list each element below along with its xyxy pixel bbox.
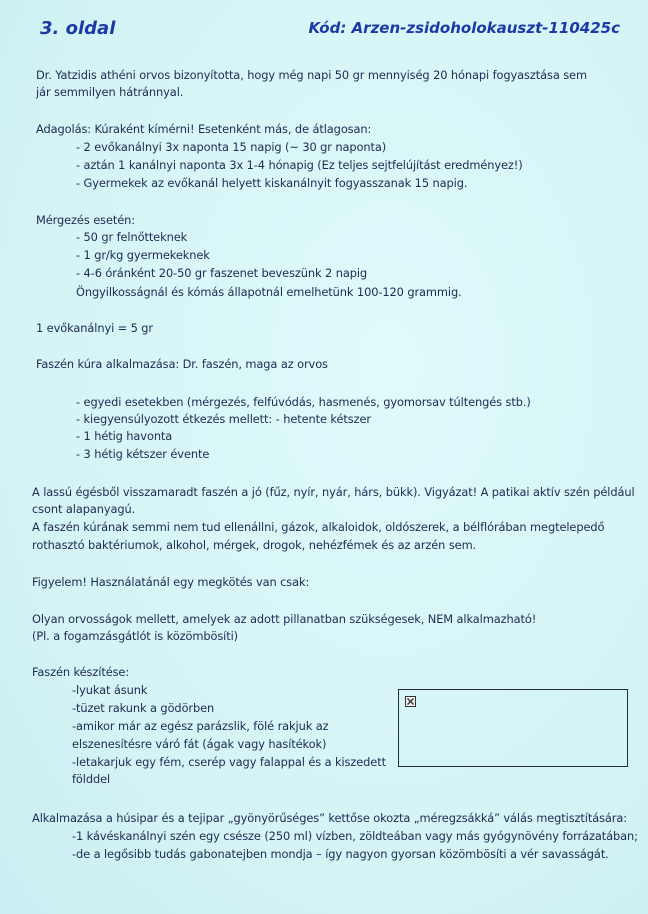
prep-item: -amikor már az egész parázslik, fölé rakjuk az <box>72 719 329 733</box>
poisoning-title: Mérgezés esetén: <box>36 213 135 227</box>
spoon-measure: 1 evőkanálnyi = 5 gr <box>36 321 154 335</box>
application-title: Alkalmazása a húsipar és a tejipar „gyönyörűséges” kettőse okozta „méregzsákká” válás megtisztítására: <box>32 811 628 825</box>
para1-line: A faszén kúrának semmi nem tud ellenállni, gázok, alkaloidok, oldószerek, a bélflórában megtelepedő <box>32 520 605 534</box>
broken-image-icon <box>405 696 416 707</box>
poisoning-item: - 50 gr felnőtteknek <box>76 230 188 244</box>
poisoning-item: - 4-6 óránként 20-50 gr faszenet beveszünk 2 napig <box>76 266 368 280</box>
prep-item: -lyukat ásunk <box>72 683 148 697</box>
poisoning-item: - 1 gr/kg gyermekeknek <box>76 248 210 262</box>
para1-line: A lassú égésből visszamaradt faszén a jó (fűz, nyír, nyár, hárs, bükk). Vigyázat! A patikai aktív szén például <box>32 485 635 499</box>
para2-line: (Pl. a fogamzásgátlót is közömbösíti) <box>32 629 238 643</box>
para2-line: Olyan orvosságok mellett, amelyek az adott pillanatban szükségesek, NEM alkalmazható! <box>32 612 537 626</box>
cure-item: - 1 hétig havonta <box>76 429 173 443</box>
warning-line: Figyelem! Használatánál egy megkötés van csak: <box>32 575 310 589</box>
poisoning-note: Öngyilkosságnál és kómás állapotnál emelhetünk 100-120 grammig. <box>76 285 462 299</box>
dosage-title: Adagolás: Kúraként kímérni! Esetenként más, de átlagosan: <box>36 122 372 136</box>
document-code: Kód: Arzen-zsidoholokauszt-110425c <box>308 19 620 37</box>
intro-line-1: Dr. Yatzidis athéni orvos bizonyította, hogy még napi 50 gr mennyiség 20 hónapi fogyasztása sem <box>36 68 587 82</box>
cure-item: - 3 hétig kétszer évente <box>76 447 210 461</box>
para1-line: csont alapanyagú. <box>32 502 136 516</box>
page-number: 3. oldal <box>40 18 116 39</box>
para1-line: rothasztó baktériumok, alkohol, mérgek, drogok, nehézfémek és az arzén sem. <box>32 538 477 552</box>
cure-item: - egyedi esetekben (mérgezés, felfúvódás, hasmenés, gyomorsav túltengés stb.) <box>76 395 531 409</box>
prep-item: -tüzet rakunk a gödörben <box>72 701 215 715</box>
cure-title: Faszén kúra alkalmazása: Dr. faszén, maga az orvos <box>36 357 328 371</box>
prep-title: Faszén készítése: <box>32 665 130 679</box>
prep-item: -letakarjuk egy fém, cserép vagy falappal és a kiszedett <box>72 755 386 769</box>
application-item: -de a legősibb tudás gabonatejben mondja – így nagyon gyorsan közömbösíti a vér savasságát. <box>72 847 609 861</box>
intro-line-2: jár semmilyen hátránnyal. <box>36 85 184 99</box>
application-item: -1 kávéskanálnyi szén egy csésze (250 ml) vízben, zöldteában vagy más gyógynövény forrázatában; <box>72 829 638 843</box>
prep-item: elszenesítésre váró fát (ágak vagy hasítékok) <box>72 737 327 751</box>
dosage-item: - 2 evőkanálnyi 3x naponta 15 napig (~ 30 gr naponta) <box>76 140 387 154</box>
prep-item: földdel <box>72 772 111 786</box>
dosage-item: - Gyermekek az evőkanál helyett kiskanálnyit fogyasszanak 15 napig. <box>76 176 468 190</box>
dosage-item: - aztán 1 kanálnyi naponta 3x 1-4 hónapig (Ez teljes sejtfelújítást eredményez!) <box>76 158 523 172</box>
image-placeholder <box>398 689 628 767</box>
cure-item: - kiegyensúlyozott étkezés mellett: - hetente kétszer <box>76 412 371 426</box>
